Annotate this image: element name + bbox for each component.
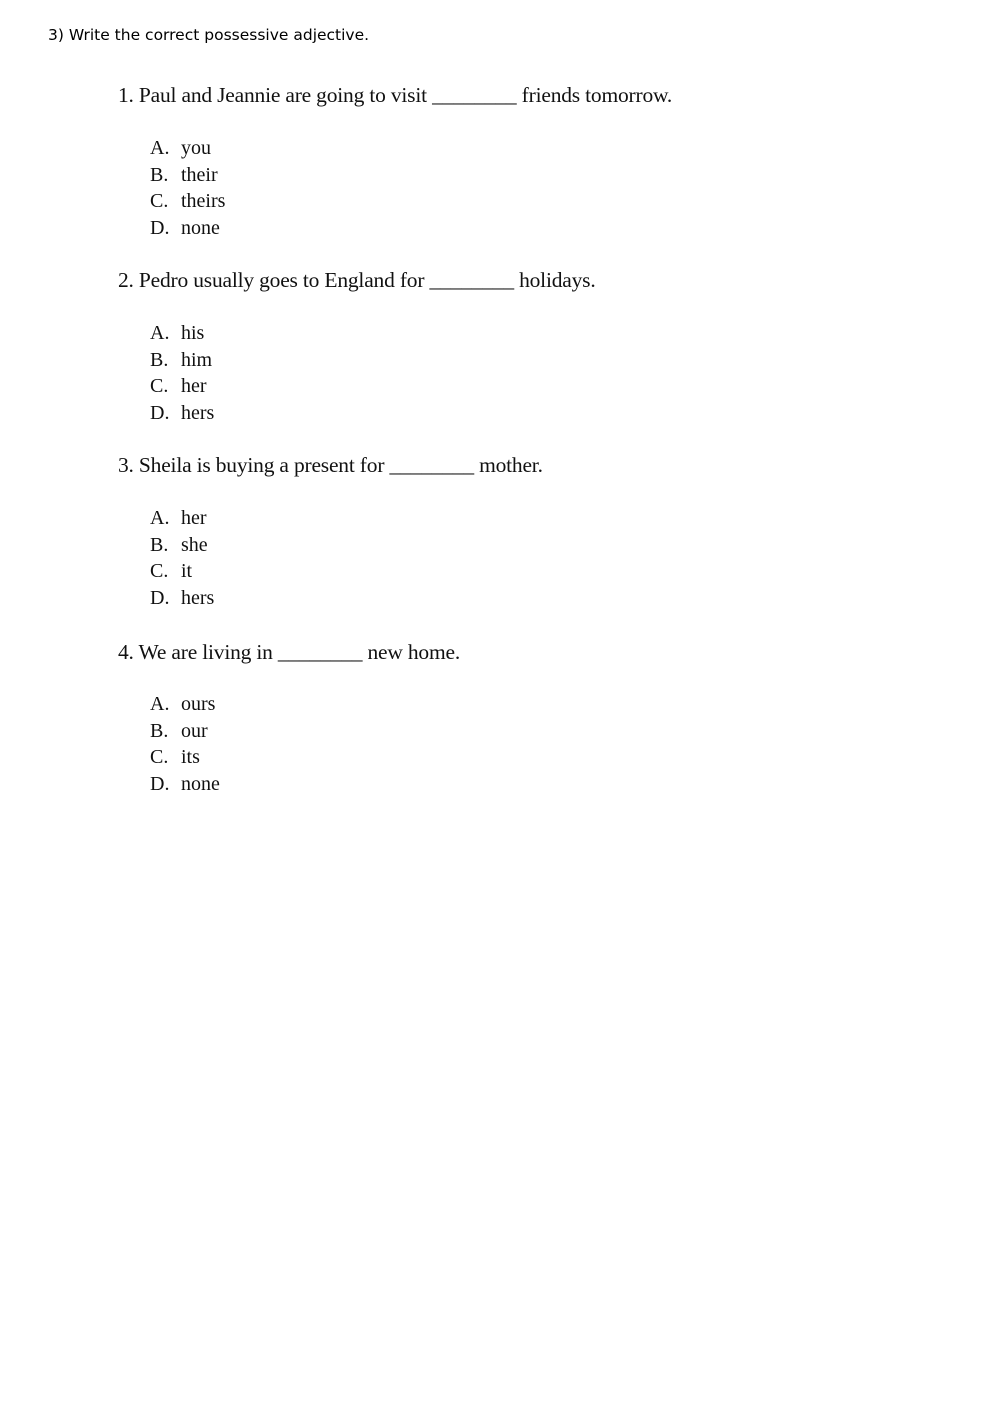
question-1-text-after: friends tomorrow.	[521, 83, 673, 107]
question-4-text-before: 4. We are living in	[118, 640, 273, 664]
option-text: his	[181, 322, 205, 344]
question-4-option-a	[150, 691, 220, 718]
question-3-options	[150, 505, 214, 611]
option-text: her	[181, 375, 207, 397]
option-letter: A.	[150, 137, 170, 159]
question-1	[118, 82, 672, 108]
option-text: she	[181, 533, 208, 556]
question-2-option-c	[150, 373, 214, 400]
question-3-text-after: mother.	[479, 453, 543, 477]
option-letter: D.	[150, 772, 170, 795]
option-letter: B.	[150, 533, 169, 556]
option-letter: D.	[150, 216, 170, 239]
option-text: its	[181, 746, 200, 768]
option-text: ours	[181, 693, 216, 715]
question-1-option-b	[150, 162, 225, 189]
question-3	[118, 452, 543, 478]
question-1-option-d	[150, 215, 225, 242]
question-2-option-d	[150, 400, 214, 427]
instruction-heading: 3) Write the correct possessive adjective.	[48, 26, 370, 44]
option-text: it	[181, 560, 193, 582]
option-text: you	[181, 137, 211, 159]
question-3-option-a	[150, 505, 214, 532]
question-2-text-after: holidays.	[519, 268, 596, 292]
option-letter: B.	[150, 719, 169, 742]
question-2-text-before: 2. Pedro usually goes to England for	[118, 268, 425, 292]
option-letter: C.	[150, 746, 169, 768]
option-text: none	[181, 216, 220, 239]
question-3-text-before: 3. Sheila is buying a present for	[118, 453, 385, 477]
option-text: our	[181, 719, 208, 742]
question-2-blank: ________	[429, 268, 514, 292]
option-letter: C.	[150, 190, 169, 212]
question-1-option-c	[150, 188, 225, 215]
option-letter: C.	[150, 375, 169, 397]
question-4	[118, 639, 460, 665]
option-text: theirs	[181, 190, 226, 212]
question-1-options	[150, 135, 225, 241]
question-4-option-c	[150, 744, 220, 771]
question-4-option-d	[150, 771, 220, 798]
question-4-option-b	[150, 718, 220, 745]
option-text: hers	[181, 586, 215, 609]
option-letter: A.	[150, 693, 170, 715]
option-letter: D.	[150, 401, 170, 424]
question-3-option-d	[150, 585, 214, 612]
question-4-blank: ________	[277, 640, 363, 664]
option-letter: A.	[150, 322, 170, 344]
question-4-options	[150, 691, 220, 797]
question-2-option-a	[150, 320, 214, 347]
question-3-option-c	[150, 558, 214, 585]
option-text: none	[181, 772, 220, 795]
option-letter: C.	[150, 560, 169, 582]
option-text: their	[181, 163, 218, 186]
question-2-option-b	[150, 347, 214, 374]
question-1-option-a	[150, 135, 225, 162]
option-letter: B.	[150, 163, 169, 186]
question-1-blank: ________	[432, 83, 517, 107]
question-2	[118, 267, 596, 293]
question-2-options	[150, 320, 214, 426]
question-1-text-before: 1. Paul and Jeannie are going to visit	[118, 83, 427, 107]
option-text: her	[181, 507, 207, 529]
option-letter: A.	[150, 507, 170, 529]
question-3-option-b	[150, 532, 214, 559]
option-letter: D.	[150, 586, 170, 609]
question-3-blank: ________	[389, 453, 474, 477]
question-4-text-after: new home.	[367, 640, 461, 664]
option-text: hers	[181, 401, 215, 424]
option-text: him	[181, 348, 213, 371]
option-letter: B.	[150, 348, 169, 371]
